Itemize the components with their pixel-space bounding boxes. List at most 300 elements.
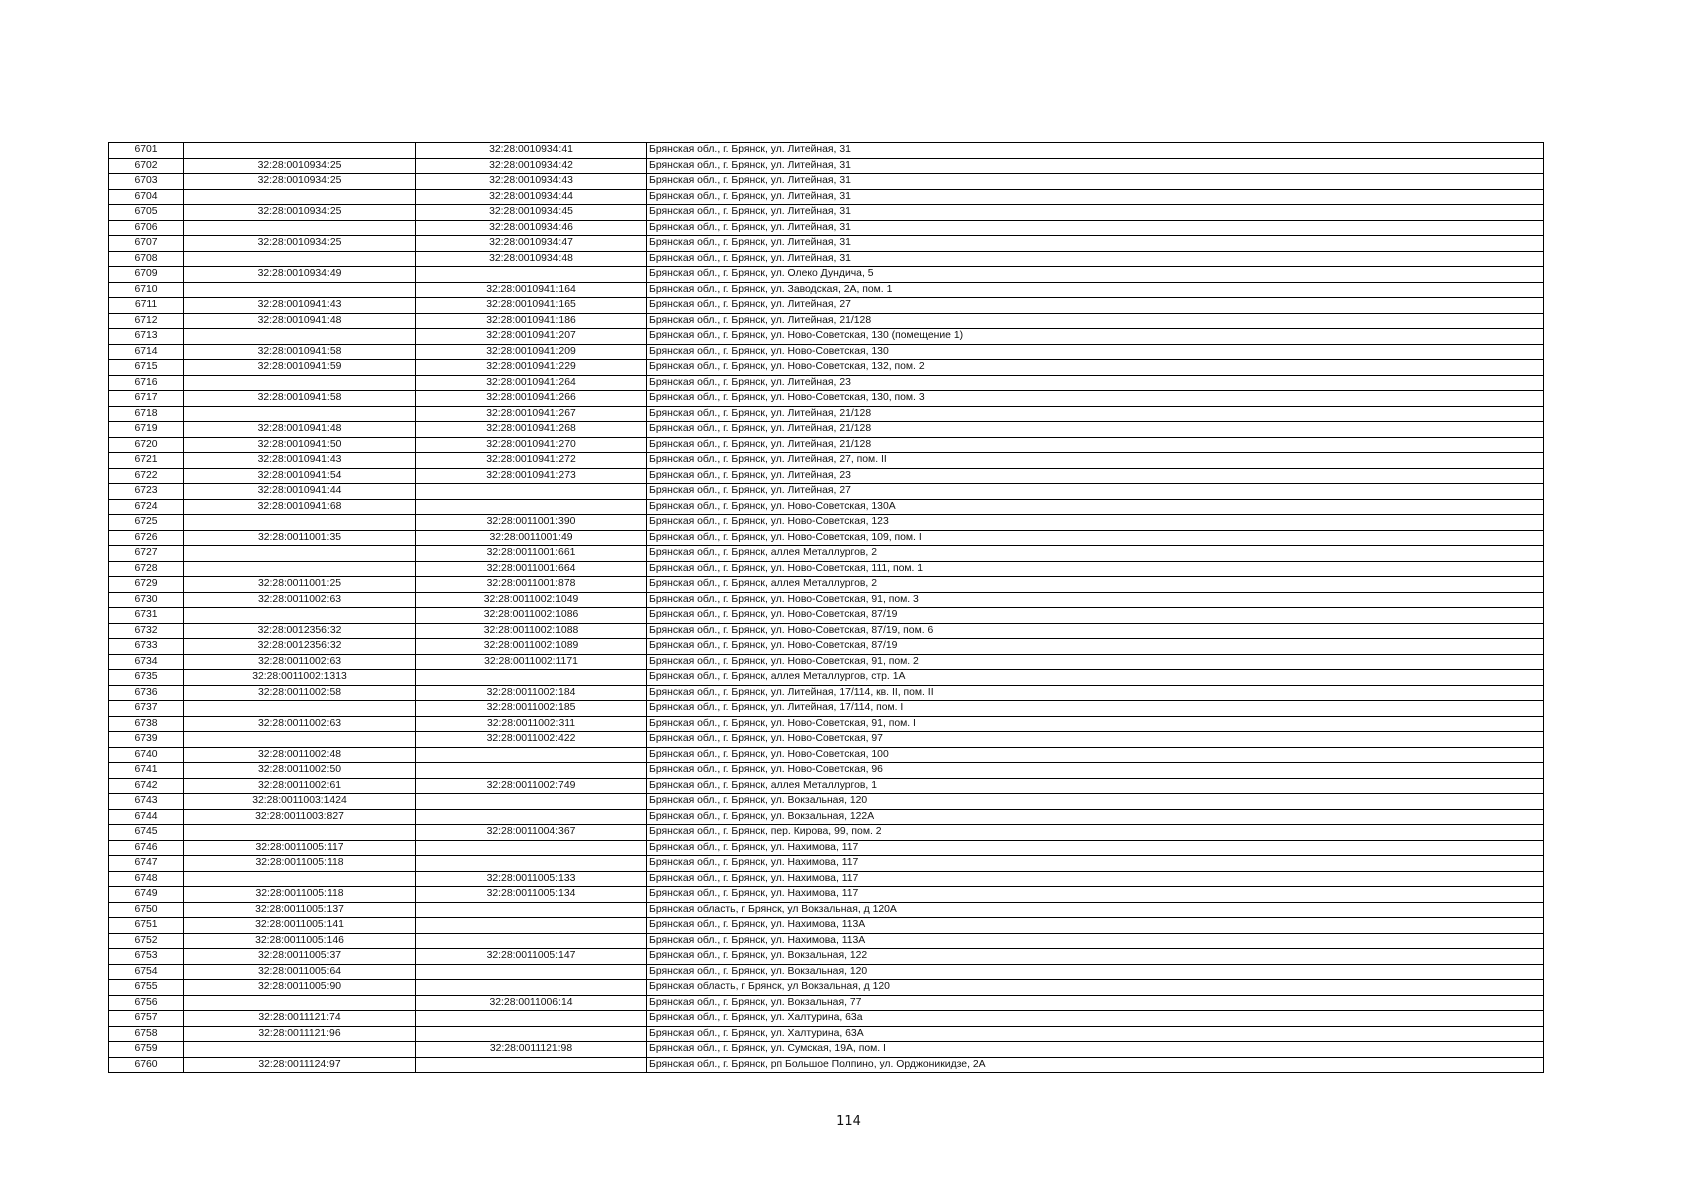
table-row xyxy=(109,825,1544,841)
table-row xyxy=(109,251,1544,267)
table-row xyxy=(109,1011,1544,1027)
land-cadastral-number-cell xyxy=(184,732,416,748)
row-number-cell: 6717 xyxy=(109,391,184,407)
land-cadastral-number-cell xyxy=(184,220,416,236)
object-cadastral-number-cell: 32:28:0011002:311 xyxy=(416,716,647,732)
table-row xyxy=(109,887,1544,903)
row-number-cell: 6739 xyxy=(109,732,184,748)
land-cadastral-number-cell xyxy=(184,1042,416,1058)
table-row xyxy=(109,236,1544,252)
table-row xyxy=(109,220,1544,236)
table-row xyxy=(109,329,1544,345)
address-cell: Брянская обл., г. Брянск, ул. Нахимова, 117 xyxy=(647,887,1544,903)
page-number: 114 xyxy=(836,1114,861,1129)
table-row xyxy=(109,282,1544,298)
row-number-cell: 6710 xyxy=(109,282,184,298)
row-number-cell: 6724 xyxy=(109,499,184,515)
row-number-cell: 6737 xyxy=(109,701,184,717)
address-cell: Брянская область, г Брянск, ул Вокзальная, д 120 xyxy=(647,980,1544,996)
address-cell: Брянская обл., г. Брянск, ул. Ново-Советская, 91, пом. 3 xyxy=(647,592,1544,608)
object-cadastral-number-cell xyxy=(416,1011,647,1027)
land-cadastral-number-cell: 32:28:0010941:68 xyxy=(184,499,416,515)
row-number-cell: 6751 xyxy=(109,918,184,934)
table-row xyxy=(109,747,1544,763)
address-cell: Брянская обл., г. Брянск, ул. Литейная, 17/114, кв. II, пом. II xyxy=(647,685,1544,701)
row-number-cell: 6729 xyxy=(109,577,184,593)
address-cell: Брянская обл., г. Брянск, ул. Литейная, 23 xyxy=(647,468,1544,484)
land-cadastral-number-cell xyxy=(184,995,416,1011)
row-number-cell: 6707 xyxy=(109,236,184,252)
object-cadastral-number-cell: 32:28:0010941:209 xyxy=(416,344,647,360)
object-cadastral-number-cell: 32:28:0011002:1171 xyxy=(416,654,647,670)
object-cadastral-number-cell: 32:28:0011001:390 xyxy=(416,515,647,531)
row-number-cell: 6738 xyxy=(109,716,184,732)
address-cell: Брянская обл., г. Брянск, ул. Ново-Советская, 100 xyxy=(647,747,1544,763)
land-cadastral-number-cell: 32:28:0010941:58 xyxy=(184,344,416,360)
object-cadastral-number-cell xyxy=(416,964,647,980)
object-cadastral-number-cell: 32:28:0011002:1049 xyxy=(416,592,647,608)
table-row xyxy=(109,267,1544,283)
row-number-cell: 6715 xyxy=(109,360,184,376)
object-cadastral-number-cell xyxy=(416,499,647,515)
land-cadastral-number-cell: 32:28:0010934:25 xyxy=(184,158,416,174)
object-cadastral-number-cell: 32:28:0011005:134 xyxy=(416,887,647,903)
object-cadastral-number-cell: 32:28:0011005:133 xyxy=(416,871,647,887)
land-cadastral-number-cell: 32:28:0011005:90 xyxy=(184,980,416,996)
land-cadastral-number-cell: 32:28:0011005:37 xyxy=(184,949,416,965)
land-cadastral-number-cell: 32:28:0011124:97 xyxy=(184,1057,416,1073)
land-cadastral-number-cell: 32:28:0011005:117 xyxy=(184,840,416,856)
table-row xyxy=(109,623,1544,639)
address-cell: Брянская обл., г. Брянск, ул. Литейная, 31 xyxy=(647,205,1544,221)
land-cadastral-number-cell xyxy=(184,871,416,887)
object-cadastral-number-cell: 32:28:0010941:229 xyxy=(416,360,647,376)
object-cadastral-number-cell xyxy=(416,918,647,934)
land-cadastral-number-cell xyxy=(184,561,416,577)
row-number-cell: 6748 xyxy=(109,871,184,887)
row-number-cell: 6746 xyxy=(109,840,184,856)
table-body xyxy=(109,143,1544,1073)
row-number-cell: 6705 xyxy=(109,205,184,221)
land-cadastral-number-cell xyxy=(184,406,416,422)
object-cadastral-number-cell xyxy=(416,809,647,825)
table-row xyxy=(109,1042,1544,1058)
row-number-cell: 6706 xyxy=(109,220,184,236)
address-cell: Брянская обл., г. Брянск, ул. Ново-Советская, 109, пом. I xyxy=(647,530,1544,546)
row-number-cell: 6721 xyxy=(109,453,184,469)
object-cadastral-number-cell: 32:28:0010941:268 xyxy=(416,422,647,438)
table-row xyxy=(109,964,1544,980)
land-cadastral-number-cell: 32:28:0010941:43 xyxy=(184,453,416,469)
object-cadastral-number-cell: 32:28:0011002:749 xyxy=(416,778,647,794)
table-row xyxy=(109,995,1544,1011)
land-cadastral-number-cell: 32:28:0011121:74 xyxy=(184,1011,416,1027)
address-cell: Брянская обл., г. Брянск, ул. Нахимова, 117 xyxy=(647,856,1544,872)
object-cadastral-number-cell: 32:28:0010934:48 xyxy=(416,251,647,267)
address-cell: Брянская обл., г. Брянск, ул. Литейная, 23 xyxy=(647,375,1544,391)
row-number-cell: 6722 xyxy=(109,468,184,484)
address-cell: Брянская обл., г. Брянск, ул. Ново-Советская, 91, пом. I xyxy=(647,716,1544,732)
row-number-cell: 6735 xyxy=(109,670,184,686)
table-row xyxy=(109,468,1544,484)
object-cadastral-number-cell xyxy=(416,763,647,779)
land-cadastral-number-cell xyxy=(184,825,416,841)
object-cadastral-number-cell: 32:28:0010941:207 xyxy=(416,329,647,345)
table-row xyxy=(109,778,1544,794)
table-row xyxy=(109,840,1544,856)
land-cadastral-number-cell: 32:28:0011002:50 xyxy=(184,763,416,779)
object-cadastral-number-cell: 32:28:0010941:164 xyxy=(416,282,647,298)
table-row xyxy=(109,716,1544,732)
row-number-cell: 6758 xyxy=(109,1026,184,1042)
table-row xyxy=(109,391,1544,407)
address-cell: Брянская обл., г. Брянск, ул. Заводская, 2А, пом. 1 xyxy=(647,282,1544,298)
land-cadastral-number-cell xyxy=(184,189,416,205)
object-cadastral-number-cell: 32:28:0011005:147 xyxy=(416,949,647,965)
object-cadastral-number-cell xyxy=(416,980,647,996)
row-number-cell: 6716 xyxy=(109,375,184,391)
land-cadastral-number-cell: 32:28:0011005:118 xyxy=(184,856,416,872)
row-number-cell: 6727 xyxy=(109,546,184,562)
row-number-cell: 6742 xyxy=(109,778,184,794)
object-cadastral-number-cell: 32:28:0010934:42 xyxy=(416,158,647,174)
address-cell: Брянская обл., г. Брянск, ул. Литейная, 21/128 xyxy=(647,422,1544,438)
land-cadastral-number-cell: 32:28:0010941:54 xyxy=(184,468,416,484)
address-cell: Брянская обл., г. Брянск, ул. Вокзальная, 77 xyxy=(647,995,1544,1011)
table-row xyxy=(109,437,1544,453)
address-cell: Брянская обл., г. Брянск, ул. Литейная, 21/128 xyxy=(647,313,1544,329)
address-cell: Брянская обл., г. Брянск, ул. Литейная, 31 xyxy=(647,174,1544,190)
object-cadastral-number-cell: 32:28:0010934:43 xyxy=(416,174,647,190)
land-cadastral-number-cell xyxy=(184,375,416,391)
land-cadastral-number-cell: 32:28:0010941:59 xyxy=(184,360,416,376)
address-cell: Брянская обл., г. Брянск, ул. Олеко Дундича, 5 xyxy=(647,267,1544,283)
land-cadastral-number-cell: 32:28:0011005:137 xyxy=(184,902,416,918)
address-cell: Брянская обл., г. Брянск, ул. Ново-Советская, 96 xyxy=(647,763,1544,779)
row-number-cell: 6728 xyxy=(109,561,184,577)
object-cadastral-number-cell: 32:28:0011001:661 xyxy=(416,546,647,562)
object-cadastral-number-cell: 32:28:0010941:266 xyxy=(416,391,647,407)
row-number-cell: 6709 xyxy=(109,267,184,283)
object-cadastral-number-cell: 32:28:0010934:45 xyxy=(416,205,647,221)
table-row xyxy=(109,685,1544,701)
row-number-cell: 6730 xyxy=(109,592,184,608)
land-cadastral-number-cell: 32:28:0011002:63 xyxy=(184,654,416,670)
object-cadastral-number-cell xyxy=(416,670,647,686)
table-row xyxy=(109,205,1544,221)
row-number-cell: 6750 xyxy=(109,902,184,918)
address-cell: Брянская обл., г. Брянск, ул. Литейная, 21/128 xyxy=(647,437,1544,453)
land-cadastral-number-cell: 32:28:0010941:43 xyxy=(184,298,416,314)
table-row xyxy=(109,313,1544,329)
row-number-cell: 6712 xyxy=(109,313,184,329)
row-number-cell: 6713 xyxy=(109,329,184,345)
table-row xyxy=(109,561,1544,577)
row-number-cell: 6749 xyxy=(109,887,184,903)
address-cell: Брянская обл., г. Брянск, ул. Вокзальная, 122А xyxy=(647,809,1544,825)
land-cadastral-number-cell xyxy=(184,701,416,717)
land-cadastral-number-cell: 32:28:0010941:50 xyxy=(184,437,416,453)
object-cadastral-number-cell xyxy=(416,747,647,763)
row-number-cell: 6759 xyxy=(109,1042,184,1058)
table-row xyxy=(109,530,1544,546)
table-row xyxy=(109,158,1544,174)
row-number-cell: 6745 xyxy=(109,825,184,841)
land-cadastral-number-cell: 32:28:0010941:58 xyxy=(184,391,416,407)
table-row xyxy=(109,701,1544,717)
table-row xyxy=(109,871,1544,887)
object-cadastral-number-cell xyxy=(416,1057,647,1073)
table-row xyxy=(109,189,1544,205)
table-row xyxy=(109,375,1544,391)
land-cadastral-number-cell: 32:28:0011002:63 xyxy=(184,592,416,608)
object-cadastral-number-cell: 32:28:0011001:878 xyxy=(416,577,647,593)
address-cell: Брянская обл., г. Брянск, ул. Ново-Советская, 111, пом. 1 xyxy=(647,561,1544,577)
address-cell: Брянская обл., г. Брянск, ул. Литейная, 21/128 xyxy=(647,406,1544,422)
object-cadastral-number-cell: 32:28:0011001:49 xyxy=(416,530,647,546)
address-cell: Брянская обл., г. Брянск, ул. Ново-Советская, 130, пом. 3 xyxy=(647,391,1544,407)
land-cadastral-number-cell: 32:28:0010934:25 xyxy=(184,174,416,190)
address-cell: Брянская обл., г. Брянск, пер. Кирова, 99, пом. 2 xyxy=(647,825,1544,841)
land-cadastral-number-cell xyxy=(184,143,416,159)
address-cell: Брянская обл., г. Брянск, ул. Литейная, 31 xyxy=(647,158,1544,174)
land-cadastral-number-cell: 32:28:0011005:141 xyxy=(184,918,416,934)
address-cell: Брянская обл., г. Брянск, ул. Литейная, 31 xyxy=(647,189,1544,205)
address-cell: Брянская обл., г. Брянск, ул. Ново-Советская, 97 xyxy=(647,732,1544,748)
land-cadastral-number-cell: 32:28:0010934:49 xyxy=(184,267,416,283)
table-row xyxy=(109,422,1544,438)
land-cadastral-number-cell: 32:28:0010934:25 xyxy=(184,205,416,221)
address-cell: Брянская обл., г. Брянск, ул. Литейная, 27 xyxy=(647,484,1544,500)
table-row xyxy=(109,546,1544,562)
row-number-cell: 6736 xyxy=(109,685,184,701)
table-row xyxy=(109,406,1544,422)
address-cell: Брянская обл., г. Брянск, ул. Литейная, 31 xyxy=(647,143,1544,159)
address-cell: Брянская обл., г. Брянск, ул. Литейная, 31 xyxy=(647,220,1544,236)
table-row xyxy=(109,654,1544,670)
address-cell: Брянская обл., г. Брянск, аллея Металлургов, 2 xyxy=(647,577,1544,593)
object-cadastral-number-cell: 32:28:0011002:1089 xyxy=(416,639,647,655)
land-cadastral-number-cell: 32:28:0011005:118 xyxy=(184,887,416,903)
land-cadastral-number-cell xyxy=(184,282,416,298)
table-row xyxy=(109,902,1544,918)
object-cadastral-number-cell xyxy=(416,267,647,283)
row-number-cell: 6723 xyxy=(109,484,184,500)
table-row xyxy=(109,592,1544,608)
address-cell: Брянская обл., г. Брянск, ул. Ново-Советская, 130А xyxy=(647,499,1544,515)
address-cell: Брянская обл., г. Брянск, ул. Литейная, 27, пом. II xyxy=(647,453,1544,469)
object-cadastral-number-cell xyxy=(416,933,647,949)
table-row xyxy=(109,298,1544,314)
table-row xyxy=(109,484,1544,500)
address-cell: Брянская обл., г. Брянск, аллея Металлургов, стр. 1А xyxy=(647,670,1544,686)
address-cell: Брянская обл., г. Брянск, ул. Халтурина, 63а xyxy=(647,1011,1544,1027)
land-cadastral-number-cell: 32:28:0011001:35 xyxy=(184,530,416,546)
address-cell: Брянская обл., г. Брянск, ул. Нахимова, 117 xyxy=(647,840,1544,856)
table-row xyxy=(109,453,1544,469)
address-cell: Брянская обл., г. Брянск, ул. Сумская, 19А, пом. I xyxy=(647,1042,1544,1058)
land-cadastral-number-cell: 32:28:0010934:25 xyxy=(184,236,416,252)
land-cadastral-number-cell: 32:28:0012356:32 xyxy=(184,623,416,639)
address-cell: Брянская обл., г. Брянск, ул. Нахимова, 113А xyxy=(647,933,1544,949)
row-number-cell: 6703 xyxy=(109,174,184,190)
row-number-cell: 6708 xyxy=(109,251,184,267)
row-number-cell: 6733 xyxy=(109,639,184,655)
address-cell: Брянская область, г Брянск, ул Вокзальная, д 120А xyxy=(647,902,1544,918)
row-number-cell: 6726 xyxy=(109,530,184,546)
row-number-cell: 6732 xyxy=(109,623,184,639)
row-number-cell: 6741 xyxy=(109,763,184,779)
address-cell: Брянская обл., г. Брянск, ул. Ново-Советская, 130 xyxy=(647,344,1544,360)
row-number-cell: 6743 xyxy=(109,794,184,810)
land-cadastral-number-cell xyxy=(184,608,416,624)
object-cadastral-number-cell: 32:28:0010934:44 xyxy=(416,189,647,205)
table-row xyxy=(109,933,1544,949)
row-number-cell: 6753 xyxy=(109,949,184,965)
row-number-cell: 6755 xyxy=(109,980,184,996)
object-cadastral-number-cell: 32:28:0011004:367 xyxy=(416,825,647,841)
table-row xyxy=(109,515,1544,531)
table-row xyxy=(109,670,1544,686)
table-row xyxy=(109,1026,1544,1042)
row-number-cell: 6714 xyxy=(109,344,184,360)
land-cadastral-number-cell: 32:28:0010941:44 xyxy=(184,484,416,500)
table-row xyxy=(109,980,1544,996)
land-cadastral-number-cell: 32:28:0011002:63 xyxy=(184,716,416,732)
object-cadastral-number-cell: 32:28:0011002:1086 xyxy=(416,608,647,624)
table-row xyxy=(109,856,1544,872)
land-cadastral-number-cell xyxy=(184,515,416,531)
object-cadastral-number-cell: 32:28:0011006:14 xyxy=(416,995,647,1011)
object-cadastral-number-cell xyxy=(416,902,647,918)
row-number-cell: 6756 xyxy=(109,995,184,1011)
table-row xyxy=(109,344,1544,360)
address-cell: Брянская обл., г. Брянск, ул. Вокзальная, 120 xyxy=(647,794,1544,810)
table-row xyxy=(109,577,1544,593)
table-row xyxy=(109,732,1544,748)
row-number-cell: 6760 xyxy=(109,1057,184,1073)
address-cell: Брянская обл., г. Брянск, ул. Вокзальная, 122 xyxy=(647,949,1544,965)
table-row xyxy=(109,143,1544,159)
table-row xyxy=(109,608,1544,624)
address-cell: Брянская обл., г. Брянск, ул. Ново-Советская, 87/19 xyxy=(647,608,1544,624)
row-number-cell: 6754 xyxy=(109,964,184,980)
table-row xyxy=(109,809,1544,825)
row-number-cell: 6734 xyxy=(109,654,184,670)
object-cadastral-number-cell: 32:28:0010934:46 xyxy=(416,220,647,236)
address-cell: Брянская обл., г. Брянск, ул. Литейная, 31 xyxy=(647,251,1544,267)
object-cadastral-number-cell: 32:28:0011001:664 xyxy=(416,561,647,577)
address-cell: Брянская обл., г. Брянск, ул. Ново-Советская, 87/19 xyxy=(647,639,1544,655)
address-cell: Брянская обл., г. Брянск, ул. Нахимова, 113А xyxy=(647,918,1544,934)
row-number-cell: 6747 xyxy=(109,856,184,872)
object-cadastral-number-cell: 32:28:0010941:267 xyxy=(416,406,647,422)
object-cadastral-number-cell: 32:28:0010941:186 xyxy=(416,313,647,329)
address-cell: Брянская обл., г. Брянск, ул. Ново-Советская, 123 xyxy=(647,515,1544,531)
row-number-cell: 6701 xyxy=(109,143,184,159)
table-row xyxy=(109,763,1544,779)
land-cadastral-number-cell: 32:28:0010941:48 xyxy=(184,313,416,329)
table-row xyxy=(109,174,1544,190)
land-cadastral-number-cell: 32:28:0011121:96 xyxy=(184,1026,416,1042)
row-number-cell: 6711 xyxy=(109,298,184,314)
object-cadastral-number-cell: 32:28:0010934:41 xyxy=(416,143,647,159)
address-cell: Брянская обл., г. Брянск, аллея Металлургов, 2 xyxy=(647,546,1544,562)
table-row xyxy=(109,794,1544,810)
address-cell: Брянская обл., г. Брянск, ул. Литейная, 27 xyxy=(647,298,1544,314)
table-row xyxy=(109,918,1544,934)
object-cadastral-number-cell: 32:28:0010934:47 xyxy=(416,236,647,252)
table-row xyxy=(109,499,1544,515)
land-cadastral-number-cell xyxy=(184,546,416,562)
object-cadastral-number-cell xyxy=(416,840,647,856)
land-cadastral-number-cell: 32:28:0011002:61 xyxy=(184,778,416,794)
row-number-cell: 6752 xyxy=(109,933,184,949)
object-cadastral-number-cell: 32:28:0011002:1088 xyxy=(416,623,647,639)
land-cadastral-number-cell: 32:28:0011002:58 xyxy=(184,685,416,701)
address-cell: Брянская обл., г. Брянск, рп Большое Полпино, ул. Орджоникидзе, 2А xyxy=(647,1057,1544,1073)
address-cell: Брянская обл., г. Брянск, аллея Металлургов, 1 xyxy=(647,778,1544,794)
table-row xyxy=(109,949,1544,965)
address-cell: Брянская обл., г. Брянск, ул. Халтурина, 63А xyxy=(647,1026,1544,1042)
land-cadastral-number-cell: 32:28:0011005:146 xyxy=(184,933,416,949)
object-cadastral-number-cell xyxy=(416,856,647,872)
land-cadastral-number-cell: 32:28:0010941:48 xyxy=(184,422,416,438)
object-cadastral-number-cell: 32:28:0011121:98 xyxy=(416,1042,647,1058)
land-cadastral-number-cell: 32:28:0011002:1313 xyxy=(184,670,416,686)
land-cadastral-number-cell: 32:28:0012356:32 xyxy=(184,639,416,655)
object-cadastral-number-cell: 32:28:0010941:273 xyxy=(416,468,647,484)
land-cadastral-number-cell: 32:28:0011001:25 xyxy=(184,577,416,593)
address-cell: Брянская обл., г. Брянск, ул. Нахимова, 117 xyxy=(647,871,1544,887)
land-cadastral-number-cell xyxy=(184,251,416,267)
table-row xyxy=(109,1057,1544,1073)
row-number-cell: 6718 xyxy=(109,406,184,422)
object-cadastral-number-cell xyxy=(416,1026,647,1042)
object-cadastral-number-cell: 32:28:0011002:422 xyxy=(416,732,647,748)
address-cell: Брянская обл., г. Брянск, ул. Ново-Советская, 130 (помещение 1) xyxy=(647,329,1544,345)
row-number-cell: 6744 xyxy=(109,809,184,825)
object-cadastral-number-cell xyxy=(416,484,647,500)
object-cadastral-number-cell xyxy=(416,794,647,810)
address-cell: Брянская обл., г. Брянск, ул. Вокзальная, 120 xyxy=(647,964,1544,980)
land-cadastral-number-cell: 32:28:0011003:1424 xyxy=(184,794,416,810)
object-cadastral-number-cell: 32:28:0011002:185 xyxy=(416,701,647,717)
row-number-cell: 6725 xyxy=(109,515,184,531)
row-number-cell: 6719 xyxy=(109,422,184,438)
object-cadastral-number-cell: 32:28:0011002:184 xyxy=(416,685,647,701)
row-number-cell: 6704 xyxy=(109,189,184,205)
address-cell: Брянская обл., г. Брянск, ул. Литейная, 17/114, пом. I xyxy=(647,701,1544,717)
address-cell: Брянская обл., г. Брянск, ул. Ново-Советская, 132, пом. 2 xyxy=(647,360,1544,376)
object-cadastral-number-cell: 32:28:0010941:272 xyxy=(416,453,647,469)
register-table xyxy=(108,142,1544,1073)
object-cadastral-number-cell: 32:28:0010941:165 xyxy=(416,298,647,314)
object-cadastral-number-cell: 32:28:0010941:270 xyxy=(416,437,647,453)
table-row xyxy=(109,639,1544,655)
row-number-cell: 6740 xyxy=(109,747,184,763)
row-number-cell: 6731 xyxy=(109,608,184,624)
land-cadastral-number-cell xyxy=(184,329,416,345)
row-number-cell: 6702 xyxy=(109,158,184,174)
address-cell: Брянская обл., г. Брянск, ул. Литейная, 31 xyxy=(647,236,1544,252)
land-cadastral-number-cell: 32:28:0011003:827 xyxy=(184,809,416,825)
address-cell: Брянская обл., г. Брянск, ул. Ново-Советская, 87/19, пом. 6 xyxy=(647,623,1544,639)
row-number-cell: 6757 xyxy=(109,1011,184,1027)
table-row xyxy=(109,360,1544,376)
row-number-cell: 6720 xyxy=(109,437,184,453)
address-cell: Брянская обл., г. Брянск, ул. Ново-Советская, 91, пом. 2 xyxy=(647,654,1544,670)
